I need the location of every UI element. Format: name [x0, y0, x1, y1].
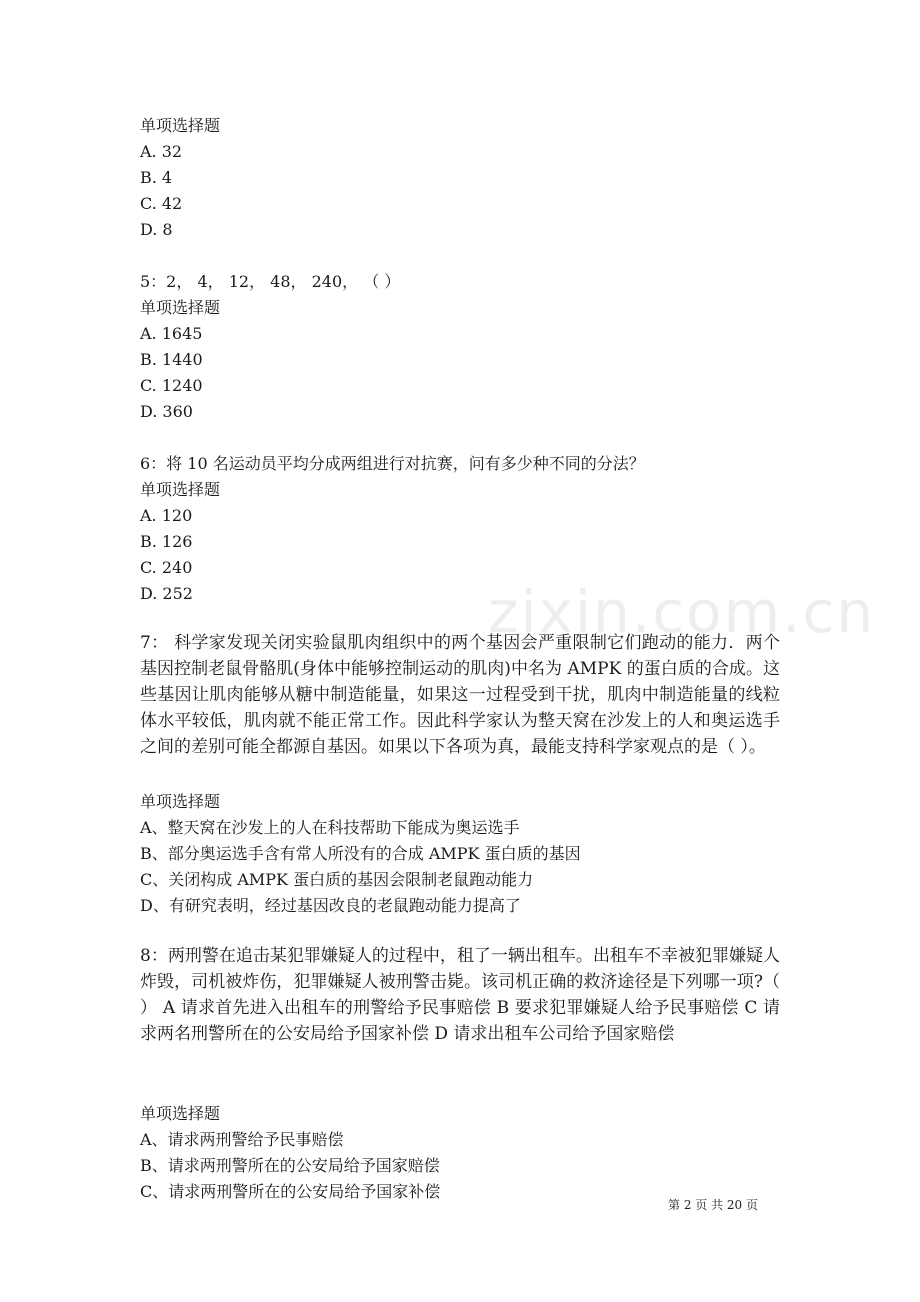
option-a: A、整天窝在沙发上的人在科技帮助下能成为奥运选手 — [140, 818, 520, 837]
option-d: D. 360 — [140, 402, 193, 421]
option-d: D、有研究表明，经过基因改良的老鼠跑动能力提高了 — [140, 896, 521, 915]
option-b: B. 126 — [140, 532, 193, 551]
question-type-label: 单项选择题 — [140, 1104, 221, 1123]
option-d: D. 8 — [140, 220, 173, 239]
question-type-label: 单项选择题 — [140, 480, 221, 499]
option-a: A、请求两刑警给予民事赔偿 — [140, 1130, 344, 1149]
option-b: B、请求两刑警所在的公安局给予国家赔偿 — [140, 1156, 440, 1175]
question-type-label: 单项选择题 — [140, 298, 221, 317]
question-7-stem: 7： 科学家发现关闭实验鼠肌肉组织中的两个基因会严重限制它们跑动的能力．两个基因控制老鼠骨骼肌(身体中能够控制运动的肌肉)中名为 AMPK 的蛋白质的合成。这些基因让肌肉能够从糖中制造能量，如果这一过程受到干扰，肌肉中制造能量的线粒体水平较低，肌肉就不能正常工作。因此科学家认为整天窝在沙发上的人和奥运选手之间的差别可能全都源自基因。如果以下各项为真，最能支持科学家观点的是（ ）。 — [140, 633, 780, 757]
option-b: B、部分奥运选手含有常人所没有的合成 AMPK 蛋白质的基因 — [140, 844, 581, 863]
question-8-stem: 8：两刑警在追击某犯罪嫌疑人的过程中，租了一辆出租车。出租车不幸被犯罪嫌疑人炸毁，司机被炸伤，犯罪嫌疑人被刑警击毙。该司机正确的救济途径是下列哪一项?（ ） A 请求首先进入出租车的刑警给予民事赔偿 B 要求犯罪嫌疑人给予民事赔偿 C 请求两名刑警所在的公安局给予国家补偿 D 请求出租车公司给予国家赔偿 — [140, 946, 780, 1044]
option-b: B. 4 — [140, 168, 173, 187]
page-number-footer: 第 2 页 共 20 页 — [668, 1198, 758, 1212]
option-c: C、关闭构成 AMPK 蛋白质的基因会限制老鼠跑动能力 — [140, 870, 534, 889]
option-a: A. 1645 — [140, 324, 203, 343]
watermark: zixin.com.cn — [488, 578, 876, 646]
question-type-label: 单项选择题 — [140, 116, 221, 135]
question-type-label: 单项选择题 — [140, 792, 221, 811]
question-6-stem: 6：将 10 名运动员平均分成两组进行对抗赛，问有多少种不同的分法？ — [140, 454, 645, 473]
option-a: A. 32 — [140, 142, 183, 161]
question-5-stem: 5：2， 4， 12， 48， 240， （ ） — [140, 272, 401, 291]
option-b: B. 1440 — [140, 350, 203, 369]
option-c: C. 240 — [140, 558, 193, 577]
option-c: C、请求两刑警所在的公安局给予国家补偿 — [140, 1182, 441, 1201]
option-c: C. 42 — [140, 194, 183, 213]
option-a: A. 120 — [140, 506, 193, 525]
option-c: C. 1240 — [140, 376, 203, 395]
option-d: D. 252 — [140, 584, 193, 603]
